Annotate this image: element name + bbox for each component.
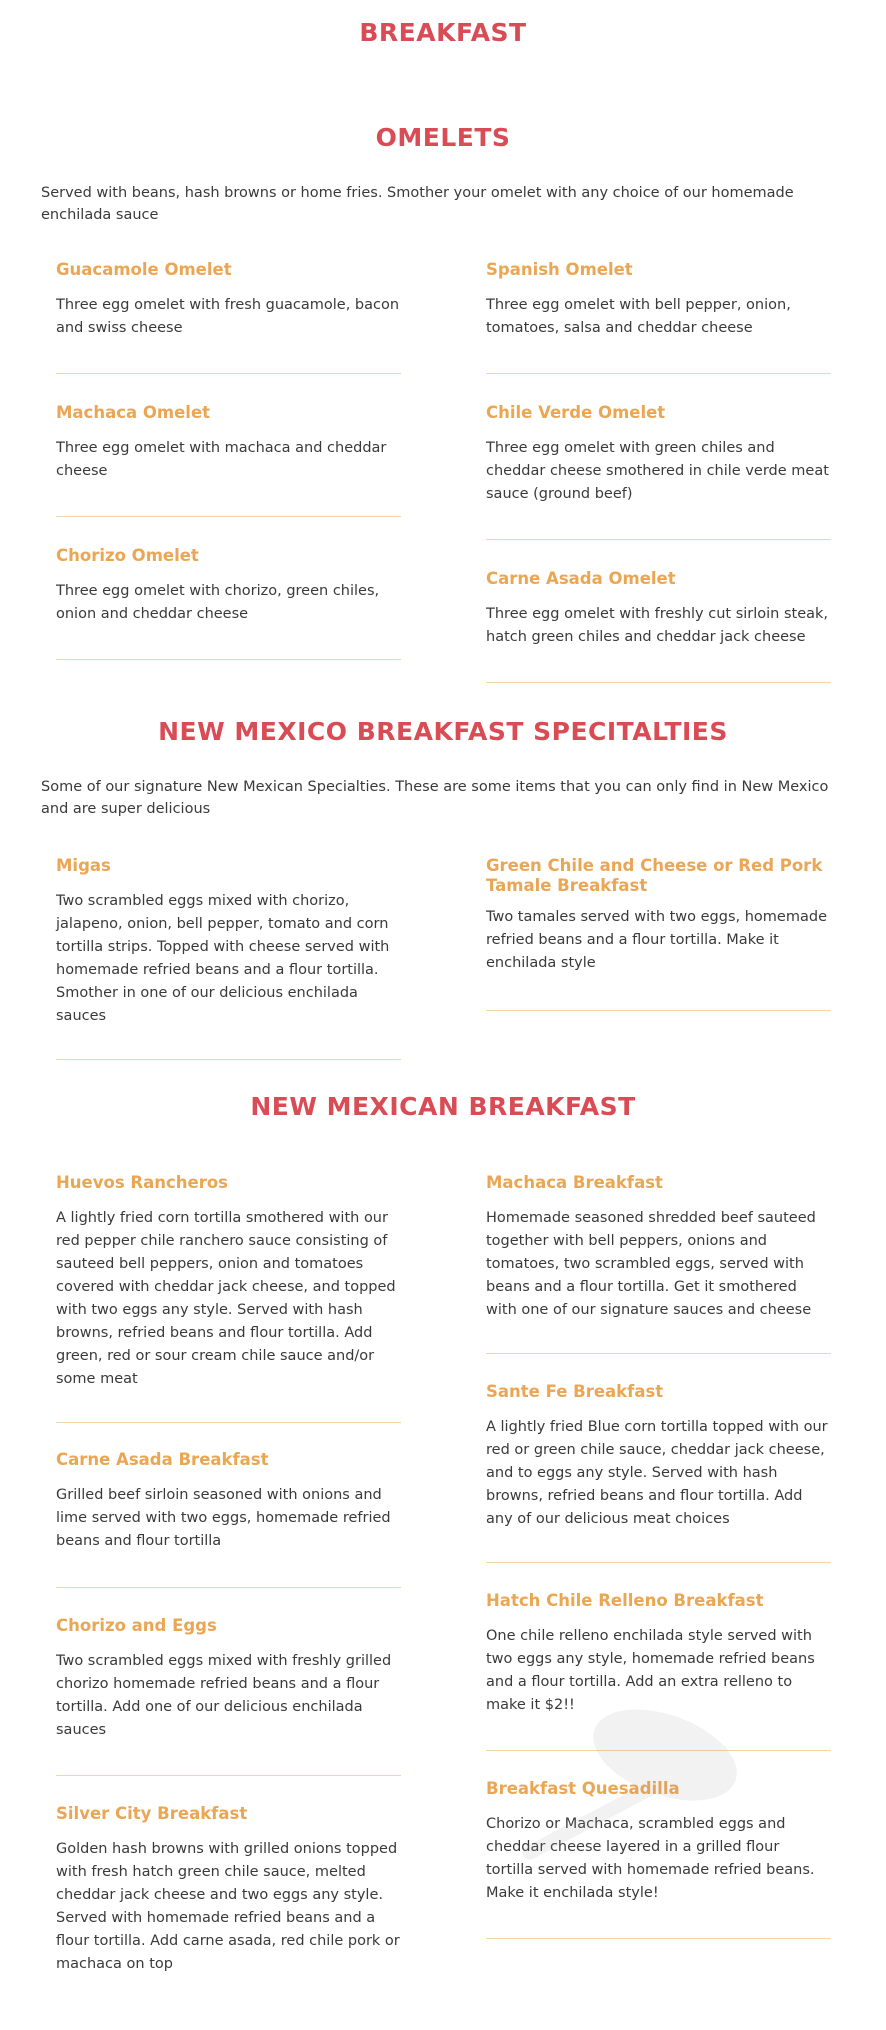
- item-name: Machaca Breakfast: [486, 1173, 663, 1192]
- item-separator: [56, 1422, 401, 1423]
- item-separator: [56, 516, 401, 517]
- menu-item: [56, 1450, 401, 1553]
- item-name: Migas: [56, 856, 111, 875]
- menu-item: [486, 856, 831, 975]
- item-description: Homemade seasoned shredded beef sauteed together with bell peppers, onions and tomatoes, two scrambled eggs, served with beans and a flour tortilla. Get it smothered with one of our signature sauces and cheese: [486, 1210, 816, 1318]
- item-description: Three egg omelet with fresh guacamole, bacon and swiss cheese: [56, 297, 400, 336]
- item-name: Hatch Chile Relleno Breakfast: [486, 1591, 764, 1610]
- section-title-omelets: OMELETS: [375, 123, 511, 152]
- zomato-spoon-logo-icon: [490, 1700, 820, 1940]
- item-separator: [486, 373, 831, 374]
- item-description: Chorizo or Machaca, scrambled eggs and cheddar cheese layered in a grilled flour tortilla served with homemade refried beans. Make it enchilada style!: [486, 1816, 815, 1901]
- item-separator: [56, 373, 401, 374]
- item-separator: [486, 1010, 831, 1011]
- menu-item: [56, 1616, 401, 1742]
- menu-item: [486, 260, 831, 340]
- item-separator: [56, 1059, 401, 1060]
- item-separator: [486, 682, 831, 683]
- item-name: Silver City Breakfast: [56, 1804, 248, 1823]
- item-name: Breakfast Quesadilla: [486, 1779, 680, 1798]
- item-description: Two scrambled eggs mixed with freshly grilled chorizo homemade refried beans and a flour tortilla. Add one of our delicious enchilada sauces: [56, 1653, 392, 1738]
- item-description: Golden hash browns with grilled onions topped with fresh hatch green chile sauce, melted cheddar jack cheese and two eggs any style. Served with homemade refried beans and a flour tortilla. Add carne asada, red chile pork or machaca on top: [56, 1841, 400, 1972]
- item-separator: [486, 539, 831, 540]
- item-separator: [486, 1353, 831, 1354]
- item-description: Three egg omelet with freshly cut sirloin steak, hatch green chiles and cheddar jack cheese: [486, 606, 829, 645]
- item-description: Three egg omelet with chorizo, green chiles, onion and cheddar cheese: [56, 583, 380, 622]
- menu-item: [56, 403, 401, 483]
- item-name: Huevos Rancheros: [56, 1173, 229, 1192]
- section-intro-nm-specialties: Some of our signature New Mexican Specialties. These are some items that you can only find in New Mexico and are super delicious: [41, 779, 829, 817]
- menu-item: [486, 1173, 831, 1322]
- item-name: Spanish Omelet: [486, 260, 633, 279]
- item-description: Three egg omelet with green chiles and cheddar cheese smothered in chile verde meat sauce (ground beef): [486, 440, 829, 502]
- section-title-nm-breakfast: NEW MEXICAN BREAKFAST: [250, 1092, 636, 1121]
- item-description: Three egg omelet with bell pepper, onion, tomatoes, salsa and cheddar cheese: [486, 297, 791, 336]
- menu-item: [486, 1591, 831, 1717]
- item-name: Chile Verde Omelet: [486, 403, 666, 422]
- item-separator: [486, 1562, 831, 1563]
- menu-item: [486, 569, 831, 649]
- section-title-nm-specialties: NEW MEXICO BREAKFAST SPECITALTIES: [158, 717, 728, 746]
- item-description: Two tamales served with two eggs, homemade refried beans and a flour tortilla. Make it enchilada style: [486, 909, 827, 971]
- item-name: Carne Asada Breakfast: [56, 1450, 269, 1469]
- menu-item: [56, 856, 401, 1028]
- item-separator: [56, 1587, 401, 1588]
- item-description: One chile relleno enchilada style served with two eggs any style, homemade refried beans and a flour tortilla. Add an extra relleno to make it $2!!: [486, 1628, 815, 1713]
- item-separator: [56, 1775, 401, 1776]
- item-description: Grilled beef sirloin seasoned with onions and lime served with two eggs, homemade refried beans and flour tortilla: [56, 1487, 391, 1549]
- item-description: A lightly fried corn tortilla smothered with our red pepper chile ranchero sauce consisting of sauteed bell peppers, onion and tomatoes covered with cheddar jack cheese, and topped with two eggs any style. Served with hash browns, refried beans and flour tortilla. Add green, red or sour cream chile sauce and/or some meat: [56, 1210, 396, 1387]
- item-name: Green Chile and Cheese or Red Pork Tamale Breakfast: [486, 856, 823, 895]
- item-name: Sante Fe Breakfast: [486, 1382, 664, 1401]
- item-name: Guacamole Omelet: [56, 260, 232, 279]
- menu-item: [56, 546, 401, 626]
- page-title: BREAKFAST: [359, 18, 527, 47]
- menu-item: [56, 1804, 401, 1976]
- item-name: Machaca Omelet: [56, 403, 211, 422]
- menu-item: [486, 403, 831, 506]
- menu-item: [56, 260, 401, 340]
- item-description: A lightly fried Blue corn tortilla topped with our red or green chile sauce, cheddar jack cheese, and to eggs any style. Served with hash browns, refried beans and flour tortilla. Add any of our delicious meat choices: [486, 1419, 828, 1527]
- item-description: Three egg omelet with machaca and cheddar cheese: [56, 440, 387, 479]
- section-intro-omelets: Served with beans, hash browns or home fries. Smother your omelet with any choice of our homemade enchilada sauce: [41, 185, 794, 223]
- menu-item: [486, 1382, 831, 1531]
- item-name: Chorizo and Eggs: [56, 1616, 217, 1635]
- item-name: Chorizo Omelet: [56, 546, 199, 565]
- item-description: Two scrambled eggs mixed with chorizo, jalapeno, onion, bell pepper, tomato and corn tortilla strips. Topped with cheese served with homemade refried beans and a flour tortilla. Smother in one of our delicious enchilada sauces: [56, 893, 390, 1024]
- item-name: Carne Asada Omelet: [486, 569, 676, 588]
- menu-item: [56, 1173, 401, 1391]
- item-separator: [56, 659, 401, 660]
